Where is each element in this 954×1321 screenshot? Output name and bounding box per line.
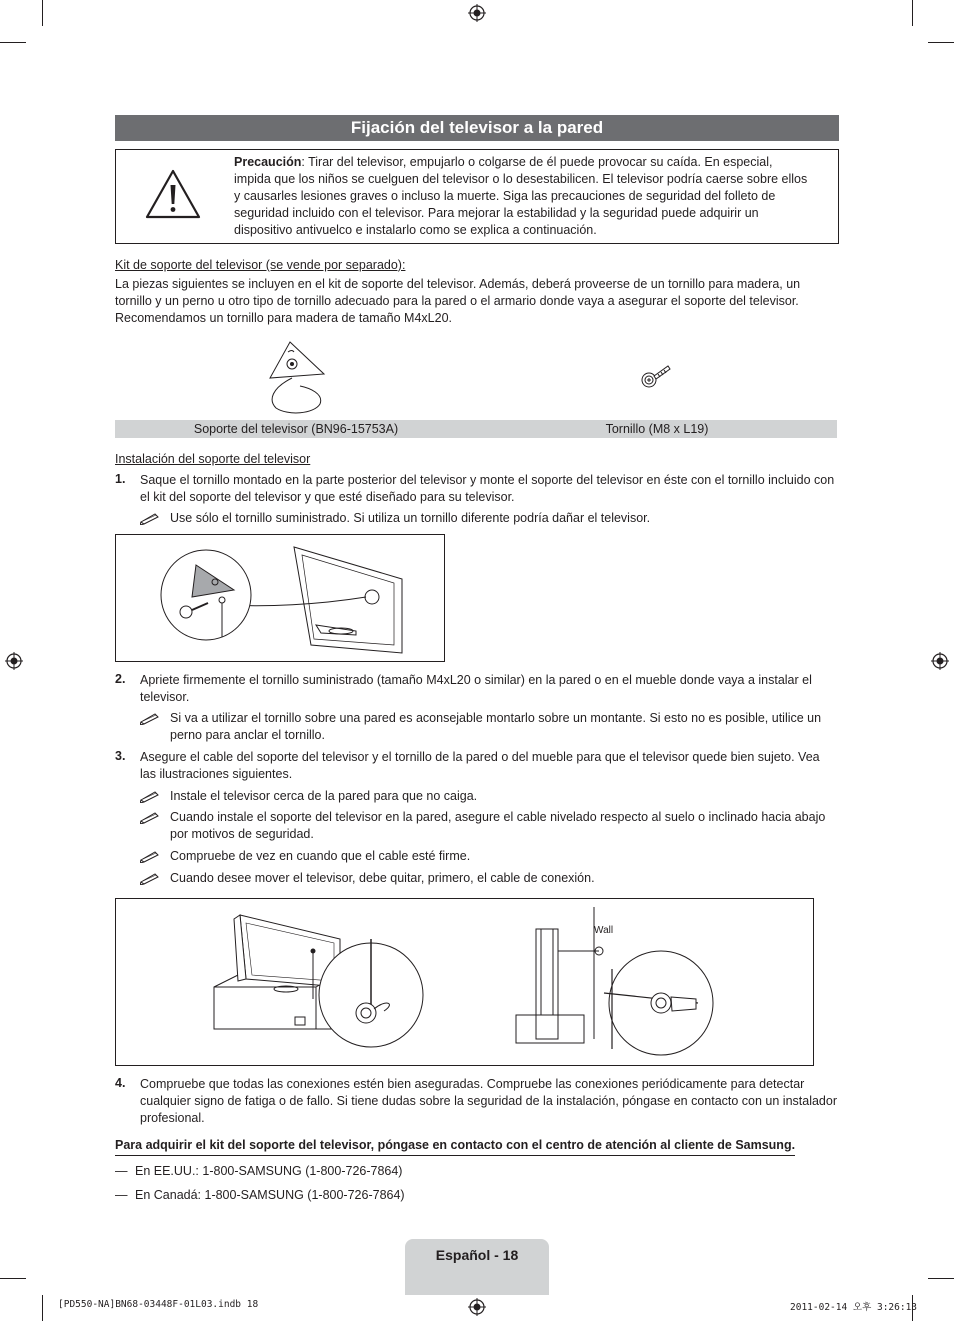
- crop-mark: [42, 0, 43, 26]
- secure-cable-illustration: [116, 899, 813, 1065]
- slug-file: [PD550-NA]BN68-03448F-01L03.indb 18: [58, 1299, 259, 1310]
- note-text: Instale el televisor cerca de la pared para que no caiga.: [170, 789, 478, 803]
- note-text: Si va a utilizar el tornillo sobre una pared es aconsejable montarlo sobre un montante. Si esto no es posible, utilice un perno para anclar el tornillo.: [170, 711, 822, 742]
- wall-label: Wall: [594, 925, 614, 936]
- crop-mark: [0, 42, 26, 43]
- caution-label: Precaución: [234, 155, 302, 169]
- tv-holder-illustration: [262, 338, 330, 416]
- note-pencil-icon: [140, 511, 160, 525]
- figure-attach-holder: [115, 534, 445, 662]
- page-number-tab: [405, 1239, 549, 1295]
- step-number: 3.: [115, 749, 126, 763]
- step-text: Compruebe que todas las conexiones estén bien aseguradas. Compruebe las conexiones periódicamente para detectar cualquier signo de fatiga o de fallo. Si tiene dudas sobre la seguridad de la instalación, póngase en contacto con un instalador profesional.: [140, 1077, 838, 1125]
- note-pencil-icon: [140, 711, 160, 725]
- dash-bullet: —: [115, 1188, 128, 1202]
- contact-item-canada: En Canadá: 1-800-SAMSUNG (1-800-726-7864): [135, 1188, 405, 1202]
- note-text: Compruebe de vez en cuando que el cable esté firme.: [170, 849, 471, 863]
- kit-heading: Kit de soporte del televisor (se vende por separado):: [115, 258, 406, 272]
- registration-mark-icon: [5, 652, 23, 670]
- step-text: Apriete firmemente el tornillo suministrado (tamaño M4xL20 o similar) en la pared o en el mueble donde vaya a instalar el televisor.: [140, 673, 812, 704]
- crop-mark: [912, 0, 913, 26]
- registration-mark-icon: [931, 652, 949, 670]
- step-number: 4.: [115, 1076, 126, 1090]
- crop-mark: [928, 42, 954, 43]
- crop-mark: [42, 1295, 43, 1321]
- step-number: 1.: [115, 472, 126, 486]
- attach-holder-illustration: [116, 535, 444, 661]
- install-heading: Instalación del soporte del televisor: [115, 452, 311, 466]
- part-caption-holder: Soporte del televisor (BN96-15753A): [193, 422, 399, 436]
- step-number: 2.: [115, 672, 126, 686]
- parts-caption-bar: [115, 420, 837, 438]
- registration-mark-icon: [468, 1298, 486, 1316]
- part-caption-screw: Tornillo (M8 x L19): [605, 422, 709, 436]
- figure-secure-cable: [115, 898, 814, 1066]
- crop-mark: [0, 1278, 26, 1279]
- slug-timestamp: 2011-02-14 오후 3:26:13: [790, 1302, 918, 1313]
- page-label: Español - 18: [435, 1247, 519, 1263]
- step-text: Saque el tornillo montado en la parte posterior del televisor y monte el soporte del televisor en éste con el tornillo incluido con el kit del soporte del televisor y que esté diseñado para su televisor.: [140, 473, 835, 504]
- caution-text: [234, 154, 808, 239]
- note-pencil-icon: [140, 810, 160, 824]
- note-pencil-icon: [140, 849, 160, 863]
- crop-mark: [928, 1278, 954, 1279]
- contact-heading: Para adquirir el kit del soporte del televisor, póngase en contacto con el centro de atención al cliente de Samsung.: [115, 1137, 795, 1156]
- note-text: Use sólo el tornillo suministrado. Si utiliza un tornillo diferente podría dañar el televisor.: [170, 511, 651, 525]
- caution-body: : Tirar del televisor, empujarlo o colgarse de él puede provocar su caída. En especial, impida que los niños se cuelguen del televisor o lo desestabilicen. El televisor podría caerse sobre ellos y causarles lesiones graves o incluso la muerte. Siga las precauciones de seguridad del folleto de seguridad incluido con el televisor. Para mejorar la estabilidad y la seguridad puede adquirir un dispositivo antivuelco e instalarlo como se explica a continuación.: [234, 155, 808, 237]
- dash-bullet: —: [115, 1164, 128, 1178]
- kit-paragraph: La piezas siguientes se incluyen en el kit de soporte del televisor. Además, deberá proveerse de un tornillo para madera, un tornillo y un perno u otro tipo de tornillo adecuado para la pared o el armario donde vaya a asegurar el soporte del televisor. Recomendamos un tornillo para madera de tamaño M4xL20.: [115, 277, 801, 325]
- registration-mark-icon: [468, 4, 486, 22]
- page-title: Fijación del televisor a la pared: [115, 115, 839, 141]
- note-text: Cuando desee mover el televisor, debe quitar, primero, el cable de conexión.: [170, 871, 595, 885]
- note-pencil-icon: [140, 789, 160, 803]
- screw-illustration: [638, 360, 674, 392]
- contact-item-us: En EE.UU.: 1-800-SAMSUNG (1-800-726-7864): [135, 1164, 403, 1178]
- warning-triangle-icon: [144, 168, 202, 220]
- note-text: Cuando instale el soporte del televisor en la pared, asegure el cable nivelado respecto al suelo o inclinado hacia abajo por motivos de seguridad.: [170, 810, 826, 841]
- caution-box: [115, 149, 839, 244]
- note-pencil-icon: [140, 871, 160, 885]
- step-text: Asegure el cable del soporte del televisor y el tornillo de la pared o del mueble para que el televisor quede bien sujeto. Vea las ilustraciones siguientes.: [140, 750, 820, 781]
